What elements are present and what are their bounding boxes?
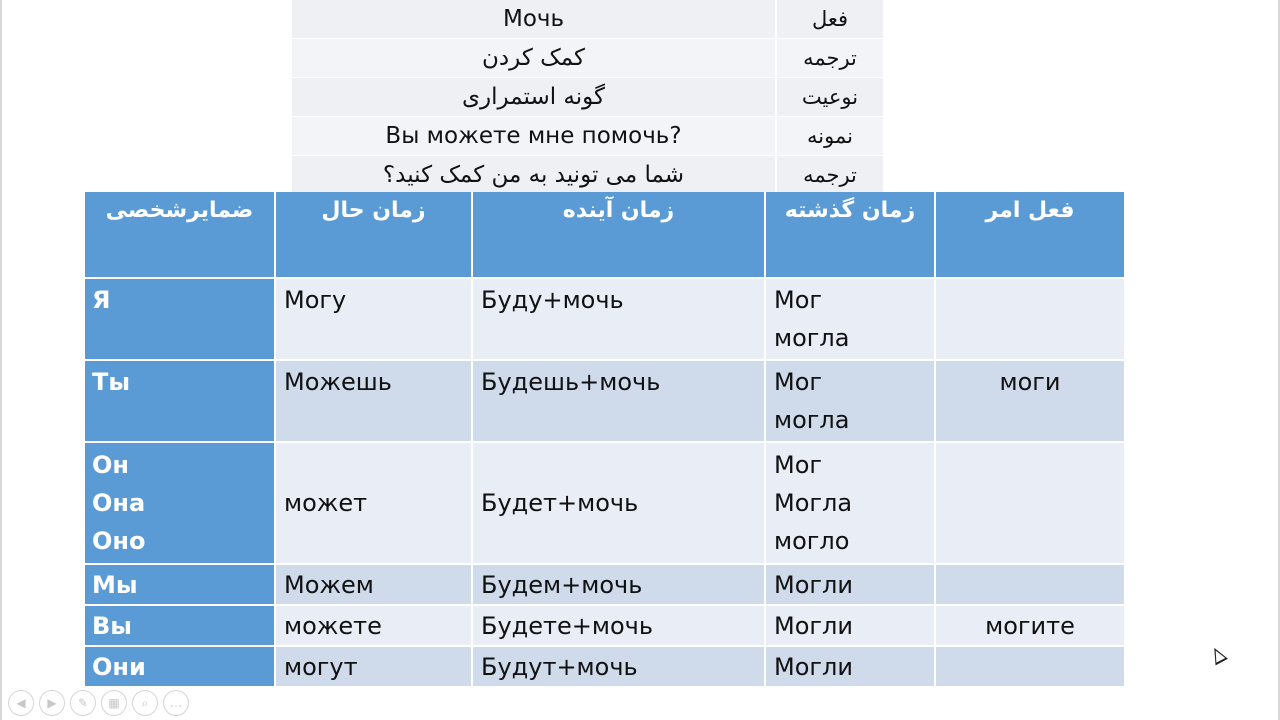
pronoun-line: Он [92,451,129,479]
past-cell: Могли [766,565,936,606]
present-cell: Можем [276,565,473,606]
imperative-cell [936,565,1124,606]
past-form: Мог [774,368,822,396]
info-row-verb [292,0,883,39]
header-future: زمان آینده [473,192,766,279]
pronoun-cell: Я [85,279,276,361]
zoom-icon[interactable]: ⌕ [132,690,158,716]
present-cell: Можешь [276,361,473,443]
past-cell [766,361,936,443]
future-cell: Будете+мочь [473,606,766,647]
info-row-translation [292,39,883,78]
mouse-cursor-icon [1208,645,1228,666]
info-value: کمک کردن [482,45,585,71]
pronoun-line: Она [92,489,146,517]
slides-grid-icon[interactable]: ▦ [101,690,127,716]
info-value: Мочь [502,6,565,32]
past-form: могла [774,324,850,352]
past-cell: Могли [766,606,936,647]
table-header-row [85,192,1124,279]
info-row-aspect [292,78,883,117]
pronoun-cell: Ты [85,361,276,443]
pronoun-cell [85,443,276,565]
header-pronouns: ضمایرشخصی [85,192,276,279]
header-past: زمان گذشته [766,192,936,279]
verb-info-table [292,0,883,195]
next-slide-icon[interactable]: ▶ [39,690,65,716]
imperative-cell [936,443,1124,565]
present-cell: могут [276,647,473,688]
imperative-cell: моги [936,361,1124,443]
future-cell: Будет+мочь [473,443,766,565]
header-imperative: فعل امر [936,192,1124,279]
past-form: Мог [774,451,822,479]
info-label: ترجمه [775,39,883,77]
info-value: شما می تونید به من کمک کنید؟ [382,162,685,188]
pronoun-cell: Вы [85,606,276,647]
future-cell: Буду+мочь [473,279,766,361]
pronoun-cell: Они [85,647,276,688]
pen-icon[interactable]: ✎ [70,690,96,716]
slideshow-controls [8,690,189,716]
future-cell: Будем+мочь [473,565,766,606]
info-value: Вы можете мне помочь? [385,123,682,149]
pronoun-cell: Мы [85,565,276,606]
pronoun-line: Оно [92,527,146,555]
future-cell: Будут+мочь [473,647,766,688]
imperative-cell: могите [936,606,1124,647]
header-present: زمان حال [276,192,473,279]
past-cell [766,279,936,361]
table-row [85,647,1124,688]
left-edge [0,0,2,720]
present-cell: может [276,443,473,565]
previous-slide-icon[interactable]: ◀ [8,690,34,716]
table-row [85,361,1124,443]
past-cell: Могли [766,647,936,688]
past-cell [766,443,936,565]
conjugation-table [85,192,1124,688]
past-form: могла [774,406,850,434]
past-form: могло [774,527,850,555]
info-label: نمونه [775,117,883,155]
imperative-cell [936,647,1124,688]
info-row-example-translation [292,156,883,195]
imperative-cell [936,279,1124,361]
table-row [85,606,1124,647]
info-label: نوعیت [775,78,883,116]
table-row [85,279,1124,361]
past-form: Могла [774,489,853,517]
table-row [85,565,1124,606]
past-form: Мог [774,286,822,314]
table-row [85,443,1124,565]
more-options-icon[interactable]: … [163,690,189,716]
info-label: فعل [775,0,883,38]
info-value: گونه استمراری [462,84,605,110]
present-cell: можете [276,606,473,647]
info-row-example [292,117,883,156]
future-cell: Будешь+мочь [473,361,766,443]
info-label: ترجمه [775,156,883,194]
present-cell: Могу [276,279,473,361]
